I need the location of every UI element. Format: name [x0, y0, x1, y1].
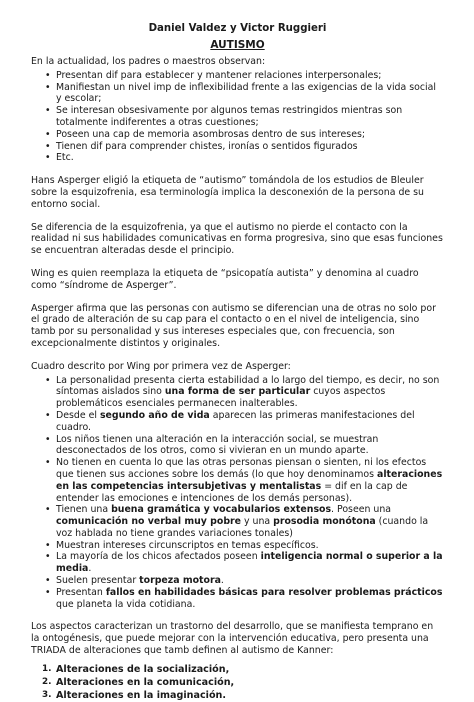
list-item: • Etc. [56, 152, 444, 164]
list-item [42, 676, 444, 689]
emphasis-text: inteligencia normal o superior a la media [56, 551, 443, 575]
emphasis-text: alteraciones en las competencias intersubjetivas y mentalistas [56, 468, 443, 492]
body-text: . Poseen una [331, 504, 392, 516]
list-item: • Se interesan obsesivamente por algunos temas restringidos mientras son totalmente indiferentes a otras cuestiones; [56, 105, 444, 129]
body-text: y una [241, 516, 274, 528]
list-item: • Manifiestan un nivel imp de inflexibilidad frente a las exigencias de la vida social y escolar; [56, 82, 444, 106]
list-item [56, 375, 444, 410]
body-text: La personalidad presenta cierta estabilidad a lo largo del tiempo, es decir, no son síntomas aislados sino [56, 374, 440, 398]
triad-lead: Los aspectos caracterizan un trastorno del desarrollo, que se manifiesta temprano en la ontogénesis, que puede mejorar con la intervención educativa, pero presenta una TRIADA de alteraciones que tamb definen al autismo de Kanner: [31, 621, 434, 657]
list-item [56, 551, 444, 575]
list-number: 2. [42, 677, 52, 688]
body-text: Suelen presentar [56, 575, 140, 587]
paragraph-wing-label: Wing es quien reemplaza la etiqueta de “psicopatía autista” y denomina al cuadro como “síndrome de Asperger”. [31, 267, 419, 291]
list-number: 3. [42, 690, 52, 701]
emphasis-text: segundo año de vida [99, 409, 210, 421]
paragraph-asperger-label: Hans Asperger eligió la etiqueta de “autismo” tomándola de los estudios de Bleuler sobre la esquizofrenia, esa terminología implica la desconexión de la persona de su entorno social. [31, 175, 424, 210]
body-text: Muestran intereses circunscriptos en temas específicos. [56, 539, 319, 551]
document-title: AUTISMO [210, 39, 265, 51]
body-text: aparecen las primeras manifestaciones del cuadro. [56, 409, 415, 433]
paragraph-schizophrenia-difference: Se diferencia de la esquizofrenia, ya que el autismo no pierde el contacto con la realidad ni sus habilidades comunicativas en forma progresiva, sino que esas funciones se encuentran alteradas desde el principio. [31, 221, 443, 257]
list-item [56, 575, 444, 587]
emphasis-text: torpeza motora [139, 575, 221, 587]
list-item [56, 434, 444, 458]
body-text: . [88, 563, 92, 575]
body-text: Tienen una [56, 504, 112, 516]
list-number: 1. [42, 663, 52, 674]
list-item-label: Alteraciones de la socialización, [56, 663, 230, 675]
body-text: = dif en la cap de entender las emociones e intenciones de los demás personas). [56, 480, 408, 504]
intro-lead: En la actualidad, los padres o maestros observan: [31, 56, 266, 67]
triad-list [31, 663, 444, 702]
wing-lead: Cuadro descrito por Wing por primera vez de Asperger: [31, 360, 291, 372]
emphasis-text: prosodia monótona [273, 516, 376, 528]
list-item [56, 410, 444, 434]
body-text: que planeta la vida cotidiana. [56, 598, 196, 610]
body-text: Desde el [56, 409, 100, 421]
body-text: . [220, 575, 224, 587]
body-text: (cuando la voz hablada no tiene grandes variaciones tonales) [56, 516, 429, 539]
wing-bullet-list [31, 375, 444, 611]
document-authors: Daniel Valdez y Victor Ruggieri [148, 23, 327, 34]
emphasis-text: buena gramática y vocabularios extensos [111, 504, 332, 516]
paragraph-asperger-claims: Asperger afirma que las personas con autismo se diferencian una de otras no solo por el grado de alteración de su cap para el contacto o en el nivel de inteligencia, sino tamb por su personalidad y sus intereses especiales que, con frecuencia, son excepcionalmente distintos y originales. [31, 302, 436, 349]
list-item [42, 663, 444, 676]
list-item: • Poseen una cap de memoria asombrosas dentro de sus intereses; [56, 129, 444, 141]
body-text: Los niños tienen una alteración en la interacción social, se muestran desconectados de los otros, como si vivieran en un mundo aparte. [56, 433, 379, 457]
list-item: • Presentan dif para establecer y mantener relaciones interpersonales; [56, 70, 444, 82]
emphasis-text: una forma de ser particular [164, 386, 311, 398]
body-text: Presentan [56, 586, 106, 598]
list-item [42, 689, 444, 702]
list-item-label: Alteraciones en la imaginación. [56, 690, 227, 702]
emphasis-text: fallos en habilidades básicas para resolver problemas prácticos [105, 586, 443, 598]
body-text: No tienen en cuenta lo que las otras personas piensan o sienten, ni los efectos que tienen sus acciones sobre los demás (lo que hoy denominamos [56, 457, 427, 480]
intro-bullet-list [31, 70, 444, 164]
list-item [56, 457, 444, 504]
list-item [56, 504, 444, 539]
body-text: La mayoría de los chicos afectados poseen [56, 551, 261, 563]
body-text: cuyos aspectos problemáticos esenciales permanecen inalterables. [56, 386, 386, 410]
list-item-label: Alteraciones en la comunicación, [56, 677, 235, 689]
list-item [56, 540, 444, 552]
list-item: • Tienen dif para comprender chistes, ironías o sentidos figurados [56, 141, 444, 153]
emphasis-text: comunicación no verbal muy pobre [56, 516, 242, 528]
list-item [56, 587, 444, 611]
